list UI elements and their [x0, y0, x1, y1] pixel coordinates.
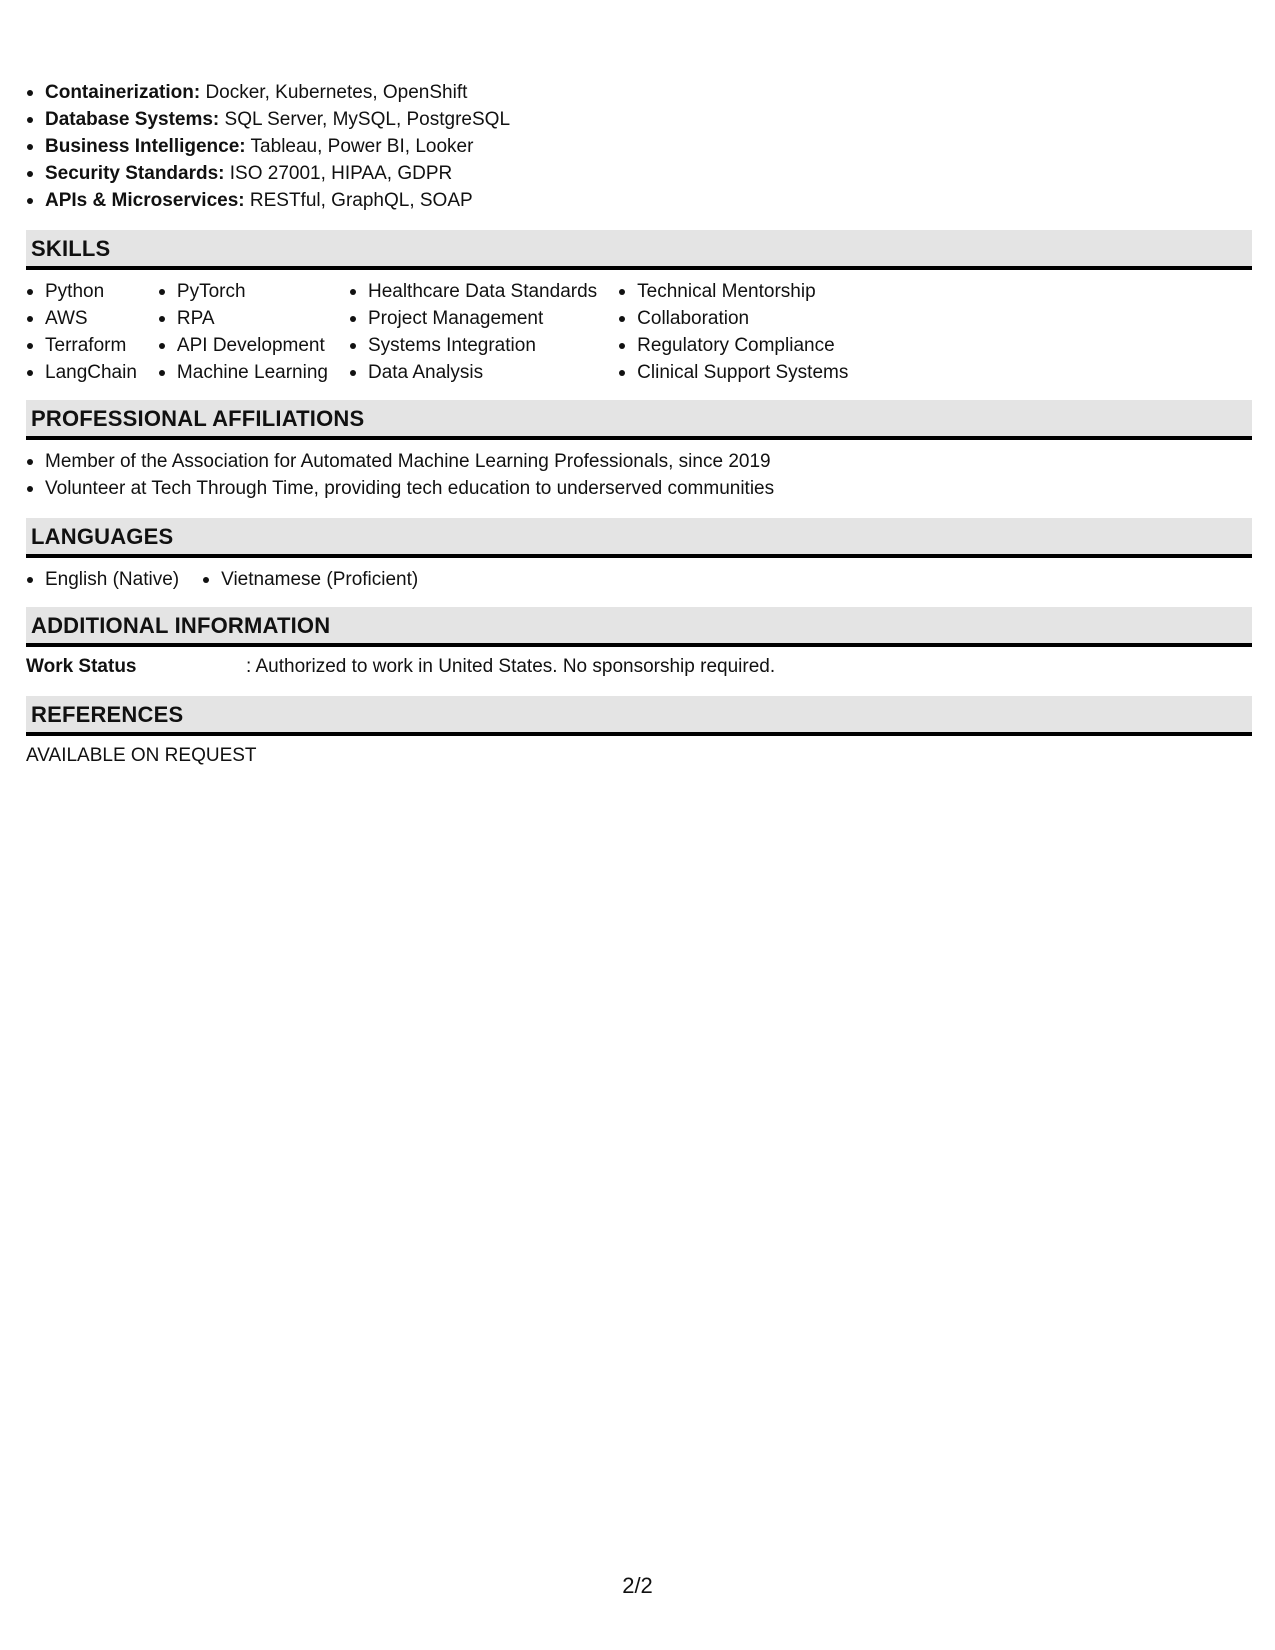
references-section	[26, 696, 1252, 769]
affiliations-list	[26, 440, 1252, 502]
skill-item: AWS	[26, 305, 137, 332]
item-label: Database Systems:	[45, 109, 220, 130]
list-item	[26, 160, 1252, 187]
section-heading-affiliations: PROFESSIONAL AFFILIATIONS	[26, 400, 1252, 440]
skill-item: Machine Learning	[158, 359, 328, 386]
item-value: RESTful, GraphQL, SOAP	[244, 190, 473, 211]
item-label: APIs & Microservices:	[45, 190, 245, 211]
list-item	[26, 133, 1252, 160]
skills-grid	[26, 270, 1252, 386]
section-heading-skills: SKILLS	[26, 230, 1252, 270]
skills-column	[618, 278, 848, 386]
work-status-value: : Authorized to work in United States. No sponsorship required.	[246, 656, 776, 677]
skill-item: Healthcare Data Standards	[349, 278, 597, 305]
item-value: SQL Server, MySQL, PostgreSQL	[219, 109, 511, 130]
skill-item: Technical Mentorship	[618, 278, 848, 305]
skill-item: Data Analysis	[349, 359, 597, 386]
skill-item: PyTorch	[158, 278, 328, 305]
skills-section	[26, 230, 1252, 386]
technical-proficiencies-list	[26, 79, 1252, 214]
section-heading-references: REFERENCES	[26, 696, 1252, 736]
skills-column	[349, 278, 597, 386]
skill-item: Regulatory Compliance	[618, 332, 848, 359]
work-status-row	[26, 647, 1252, 680]
languages-section	[26, 518, 1252, 593]
page-number: 2/2	[622, 1573, 653, 1598]
skills-column	[26, 278, 137, 386]
section-heading-languages: LANGUAGES	[26, 518, 1252, 558]
skill-item: Systems Integration	[349, 332, 597, 359]
work-status-label: Work Status	[26, 656, 137, 677]
skill-item: Python	[26, 278, 137, 305]
affiliation-item: Volunteer at Tech Through Time, providing tech education to underserved communities	[26, 475, 1252, 502]
affiliation-item: Member of the Association for Automated Machine Learning Professionals, since 2019	[26, 448, 1252, 475]
skill-item: API Development	[158, 332, 328, 359]
skill-item: Clinical Support Systems	[618, 359, 848, 386]
skill-item: Collaboration	[618, 305, 848, 332]
item-value: ISO 27001, HIPAA, GDPR	[224, 163, 453, 184]
additional-info-section	[26, 607, 1252, 680]
skill-item: Project Management	[349, 305, 597, 332]
item-label: Containerization:	[45, 82, 201, 103]
skills-column	[158, 278, 328, 386]
section-heading-additional-info: ADDITIONAL INFORMATION	[26, 607, 1252, 647]
item-label: Security Standards:	[45, 163, 225, 184]
skill-item: LangChain	[26, 359, 137, 386]
skill-item: Terraform	[26, 332, 137, 359]
skill-item: RPA	[158, 305, 328, 332]
item-value: Docker, Kubernetes, OpenShift	[200, 82, 468, 103]
language-item: Vietnamese (Proficient)	[202, 566, 418, 593]
item-value: Tableau, Power BI, Looker	[245, 136, 474, 157]
language-item: English (Native)	[26, 566, 179, 593]
resume-page	[26, 79, 1252, 769]
item-label: Business Intelligence:	[45, 136, 246, 157]
list-item	[26, 187, 1252, 214]
affiliations-section	[26, 400, 1252, 502]
languages-list	[26, 558, 1252, 593]
list-item	[26, 106, 1252, 133]
references-text: AVAILABLE ON REQUEST	[26, 745, 257, 766]
list-item	[26, 79, 1252, 106]
